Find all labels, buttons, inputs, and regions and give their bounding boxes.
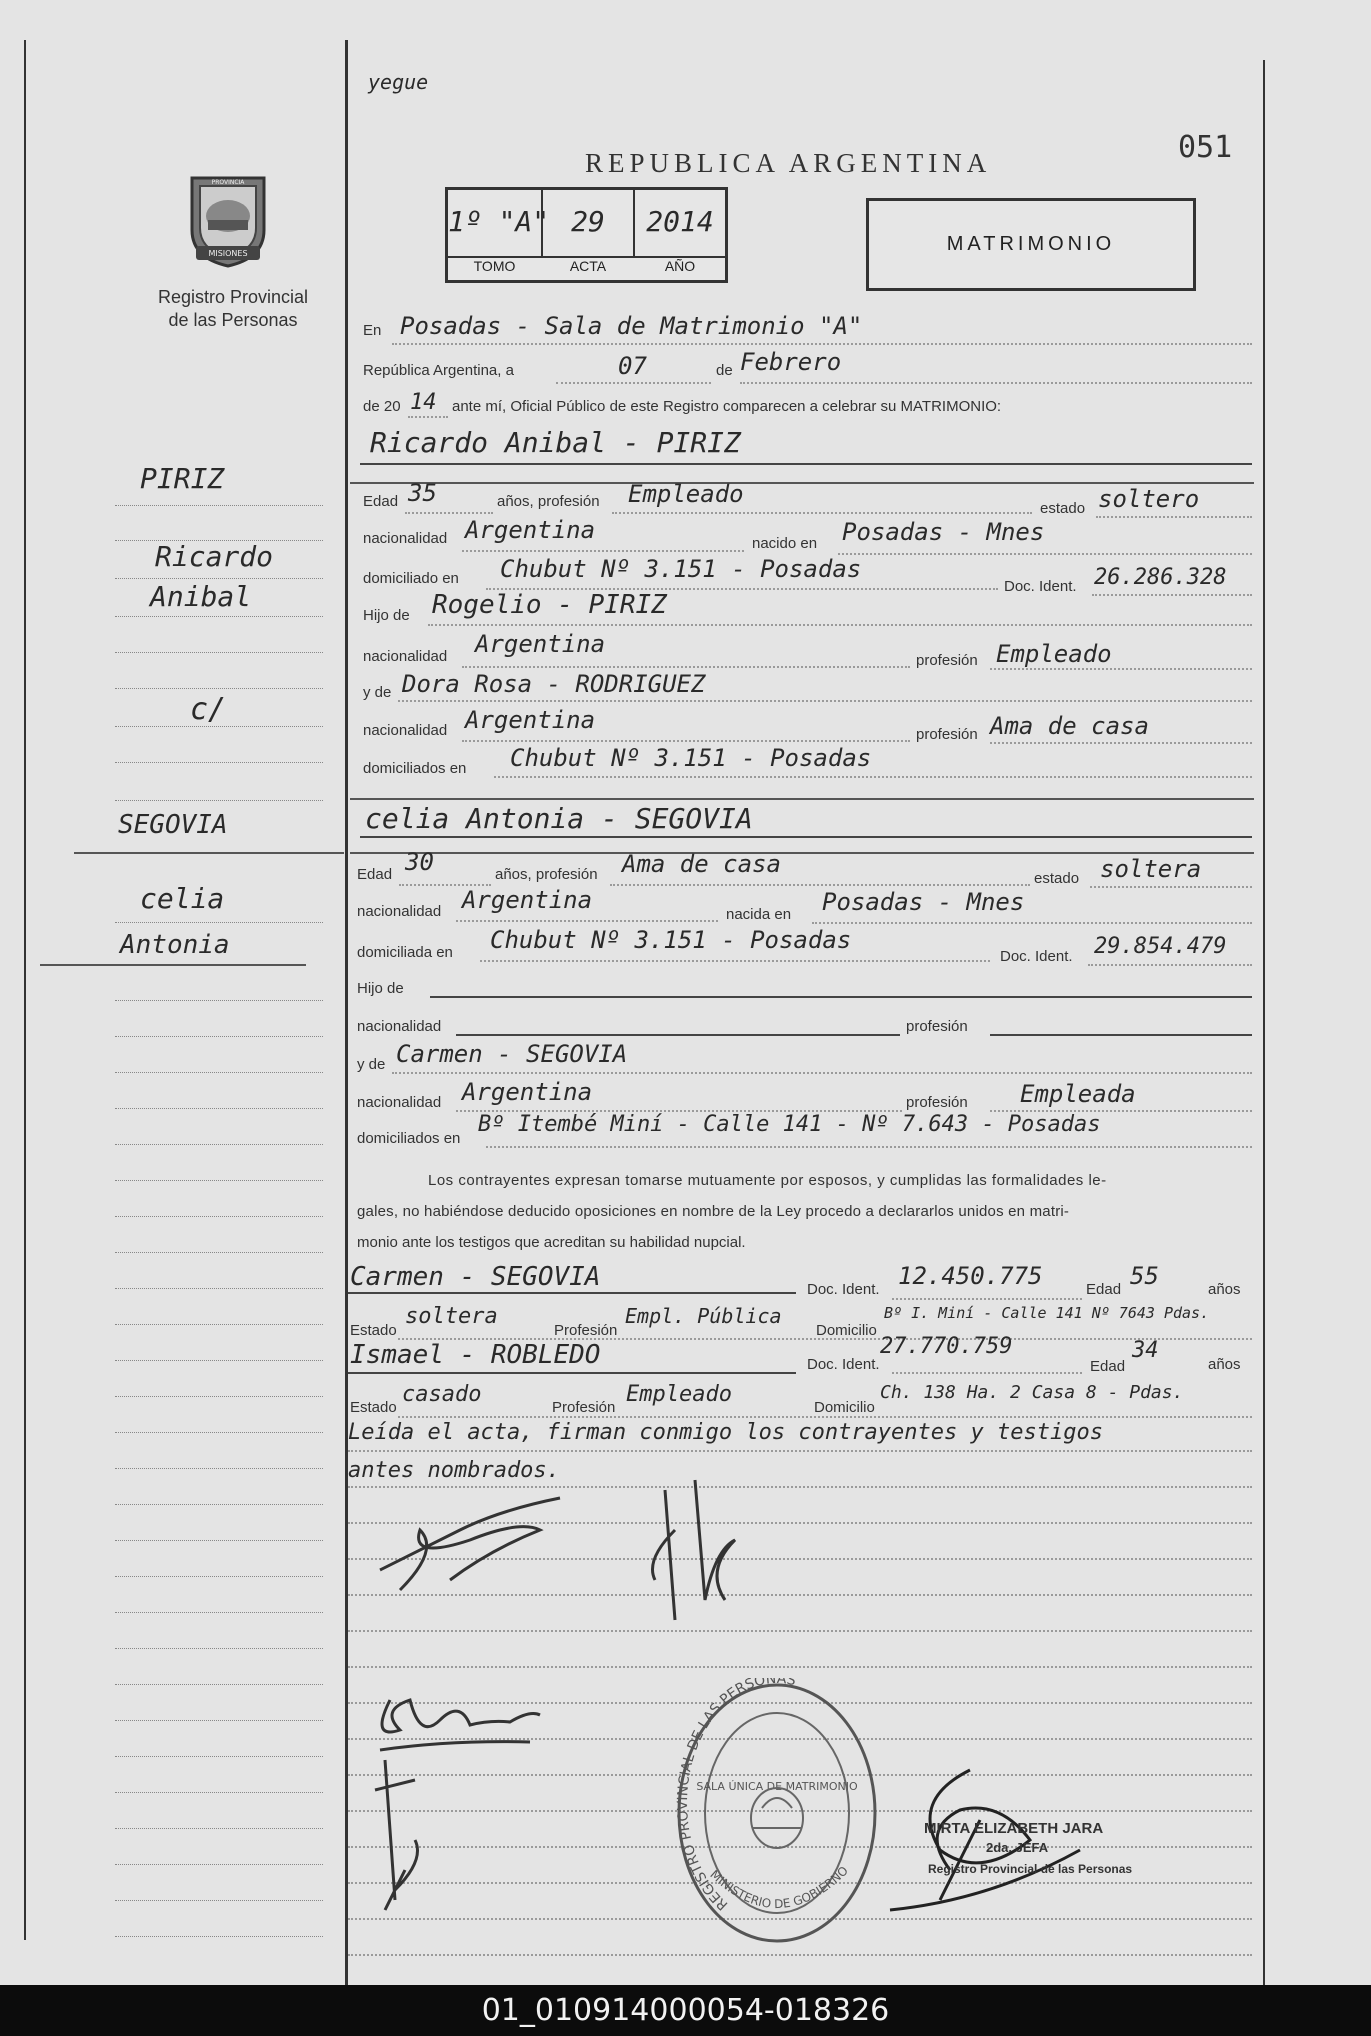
groom-father: Rogelio - PIRIZ	[432, 590, 667, 620]
y-de-label-2: y de	[357, 1056, 386, 1073]
margin-line-13	[115, 1072, 323, 1073]
round-official-stamp	[672, 1678, 882, 1948]
margin-line-20	[115, 1324, 323, 1325]
groom-profession: Empleado	[628, 480, 744, 508]
witness2-name-line	[348, 1372, 796, 1374]
margin-line-30	[115, 1684, 323, 1685]
doc-ident-label-3: Doc. Ident.	[807, 1281, 880, 1298]
vows-line-1: Los contrayentes expresan tomarse mutuamente por esposos, y cumplidas las formalidades le-	[428, 1172, 1107, 1189]
bride-father-prof-line	[990, 1034, 1252, 1036]
margin-divider-line	[345, 40, 348, 1985]
witness1-name-line	[348, 1292, 796, 1294]
logo-top-text: PROVINCIA	[211, 179, 245, 186]
sig-rule-6	[348, 1630, 1252, 1632]
witness2-name: Ismael - ROBLEDO	[350, 1340, 601, 1370]
bride-dom-line	[480, 960, 990, 962]
domiciliada-label: domiciliada en	[357, 944, 453, 961]
groom-mother-prof-line	[990, 742, 1252, 744]
groom-mother: Dora Rosa - RODRIGUEZ	[402, 670, 706, 698]
stamp-outer-text: REGISTRO PROVINCIAL DE LAS PERSONAS	[674, 1678, 798, 1913]
estado-label: estado	[1040, 500, 1086, 517]
record-info-box	[445, 187, 728, 283]
stamp-bottom-text: MINISTERIO DE GOBIERNO	[707, 1863, 851, 1912]
groom-section-rule	[350, 482, 1254, 484]
margin-line-31	[115, 1720, 323, 1721]
acta-label: ACTA	[569, 258, 607, 274]
margin-line-18	[115, 1252, 323, 1253]
estado-cap-label-2: Estado	[350, 1399, 397, 1416]
bride-born-line	[812, 922, 1252, 924]
margin-line-23	[115, 1432, 323, 1433]
groom-name-line	[360, 463, 1252, 465]
bride-father-nac-line	[456, 1034, 900, 1036]
nacionalidad-label-6: nacionalidad	[357, 1094, 442, 1111]
bride-estado: soltera	[1100, 855, 1202, 883]
year-line	[408, 416, 448, 418]
bride-section-rule	[350, 852, 1254, 854]
folio-number: 051	[1178, 130, 1233, 165]
groom-prof-line	[612, 512, 1032, 514]
margin-groom-surname: PIRIZ	[140, 462, 225, 495]
bride-birthplace: Posadas - Mnes	[822, 888, 1025, 916]
groom-parents-dom-line	[494, 776, 1252, 778]
nacionalidad-label-2: nacionalidad	[363, 648, 448, 665]
anio-label: AÑO	[664, 258, 696, 274]
country-title: REPUBLICA ARGENTINA	[585, 148, 992, 178]
republica-label: República Argentina, a	[363, 362, 514, 379]
witness2-doc-line	[892, 1372, 1082, 1374]
groom-doc: 26.286.328	[1094, 565, 1227, 590]
year-prefix-label: de 20	[363, 398, 401, 415]
official-org: Registro Provincial de las Personas	[928, 1862, 1133, 1876]
groom-father-nationality: Argentina	[475, 630, 606, 658]
margin-line-6	[115, 688, 323, 689]
edad-label-4: Edad	[1090, 1358, 1126, 1375]
de-label: de	[716, 362, 733, 379]
bride-mother-line	[392, 1072, 1252, 1074]
bride-doc: 29.854.479	[1094, 934, 1227, 959]
bride-mother: Carmen - SEGOVIA	[396, 1040, 628, 1068]
profesion-cap-label: Profesión	[554, 1322, 618, 1339]
margin-line-33	[115, 1792, 323, 1793]
day-value: 07	[618, 352, 647, 380]
groom-parents-address: Chubut Nº 3.151 - Posadas	[510, 744, 872, 772]
margin-line-7	[115, 726, 323, 727]
groom-nac-line	[462, 550, 744, 552]
groom-father-profession: Empleado	[996, 640, 1112, 668]
signature-groom	[360, 1490, 600, 1600]
doc-ident-label-4: Doc. Ident.	[807, 1356, 880, 1373]
signature-official	[860, 1760, 1090, 1920]
domicilio-label-2: Domicilio	[814, 1399, 875, 1416]
domiciliado-label: domiciliado en	[363, 570, 459, 587]
margin-bride-name2: Antonia	[120, 930, 230, 960]
groom-mother-nationality: Argentina	[465, 706, 596, 734]
profesion-label-2: profesión	[916, 726, 978, 743]
doc-ident-label-2: Doc. Ident.	[1000, 948, 1073, 965]
witness2-age: 34	[1132, 1338, 1159, 1363]
margin-line-36	[115, 1900, 323, 1901]
profesion-cap-label-2: Profesión	[552, 1399, 616, 1416]
registry-name-line1: Registro Provincial	[157, 287, 309, 307]
groom-father-prof-line	[990, 668, 1252, 670]
margin-groom-name1: Ricardo	[155, 540, 274, 573]
groom-estado-line	[1096, 516, 1252, 518]
witness1-doc: 12.450.775	[898, 1262, 1043, 1290]
sig-rule-2	[348, 1486, 1252, 1488]
nacionalidad-label-5: nacionalidad	[357, 1018, 442, 1035]
anio-value: 2014	[646, 205, 714, 238]
scan-id-footer: 01_010914000054-018326	[0, 1985, 1371, 2036]
groom-mother-profession: Ama de casa	[990, 712, 1149, 740]
margin-line-28	[115, 1612, 323, 1613]
place-line	[392, 343, 1252, 345]
groom-birthplace: Posadas - Mnes	[842, 518, 1045, 546]
stamp-inner-text: SALA ÚNICA DE MATRIMONIO	[696, 1780, 858, 1793]
doc-ident-label: Doc. Ident.	[1004, 578, 1077, 595]
margin-name-rule	[40, 964, 306, 966]
margin-groom-name2: Anibal	[150, 580, 252, 613]
bride-mother-nationality: Argentina	[462, 1078, 593, 1106]
right-border-line	[1263, 60, 1265, 1985]
estado-cap-label: Estado	[350, 1322, 397, 1339]
official-role: 2da. JEFA	[986, 1840, 1049, 1855]
doc-type-box	[866, 198, 1196, 291]
day-line	[556, 382, 711, 384]
witness1-name: Carmen - SEGOVIA	[350, 1262, 601, 1292]
nacido-label: nacido en	[752, 535, 818, 552]
groom-age-line	[405, 512, 493, 514]
province-logo	[182, 170, 274, 270]
margin-line-15	[115, 1144, 323, 1145]
closing-line-1: Leída el acta, firman conmigo los contrayentes y testigos	[348, 1420, 1103, 1445]
margin-line-11	[115, 1000, 323, 1001]
bride-father-line	[430, 996, 1252, 998]
sig-rule-1	[348, 1450, 1252, 1452]
bride-full-name: celia Antonia - SEGOVIA	[365, 802, 753, 835]
margin-line-16	[115, 1180, 323, 1181]
margin-line-12	[115, 1036, 323, 1037]
groom-mother-nac-line	[462, 740, 910, 742]
bride-nationality: Argentina	[462, 886, 593, 914]
bride-name-line	[360, 836, 1252, 838]
margin-line-17	[115, 1216, 323, 1217]
margin-line-4	[115, 616, 323, 617]
groom-doc-line	[1092, 594, 1252, 596]
place-value: Posadas - Sala de Matrimonio "A"	[400, 312, 863, 340]
anios-label: años	[1208, 1281, 1241, 1298]
hijo-de-label: Hijo de	[363, 607, 410, 624]
witness2-address: Ch. 138 Ha. 2 Casa 8 - Pdas.	[880, 1382, 1184, 1403]
registry-name-line2: de las Personas	[168, 310, 298, 330]
margin-line-25	[115, 1504, 323, 1505]
estado-label-2: estado	[1034, 870, 1080, 887]
domiciliados-label-2: domiciliados en	[357, 1130, 461, 1147]
tomo-value: 1º "A"	[448, 205, 550, 238]
signature-bride	[625, 1470, 745, 1630]
groom-born-line	[838, 553, 1252, 555]
month-line	[740, 382, 1252, 384]
margin-line-10	[115, 922, 323, 923]
witness1-profession: Empl. Pública	[625, 1304, 782, 1328]
margin-rule	[74, 852, 344, 854]
margin-line-26	[115, 1540, 323, 1541]
witness2-estado: casado	[402, 1382, 482, 1407]
acta-value: 29	[571, 205, 605, 238]
comparecen-text: ante mí, Oficial Público de este Registro comparecen a celebrar su MATRIMONIO:	[452, 398, 1002, 415]
witness2-row2-line	[398, 1416, 1252, 1418]
bride-mother-profession: Empleada	[1020, 1080, 1136, 1108]
margin-line-9	[115, 800, 323, 801]
initials: yegue	[368, 70, 429, 94]
year-value: 14	[410, 390, 437, 415]
nacionalidad-label: nacionalidad	[363, 530, 448, 547]
margin-line-5	[115, 652, 323, 653]
svg-text:MINISTERIO DE GOBIERNO	[707, 1864, 851, 1912]
left-binding-line	[24, 40, 26, 1940]
margin-line-35	[115, 1864, 323, 1865]
margin-line-14	[115, 1108, 323, 1109]
witness1-address: Bº I. Miní - Calle 141 Nº 7643 Pdas.	[884, 1304, 1210, 1322]
margin-line-29	[115, 1648, 323, 1649]
nacionalidad-label-3: nacionalidad	[363, 722, 448, 739]
sig-rule-7	[348, 1666, 1252, 1668]
vows-line-2: gales, no habiéndose deducido oposiciones en nombre de la Ley procedo a declararlos unidos en matri-	[357, 1203, 1070, 1220]
witness2-doc: 27.770.759	[880, 1334, 1013, 1359]
anios-profesion-label: años, profesión	[497, 493, 600, 510]
margin-bride-surname: SEGOVIA	[118, 810, 228, 840]
bride-nac-line	[456, 920, 718, 922]
margin-line-1	[115, 505, 323, 506]
profesion-label: profesión	[916, 652, 978, 669]
margin-line-8	[115, 762, 323, 763]
signature-witness2	[365, 1750, 445, 1920]
margin-line-3	[115, 578, 323, 579]
groom-father-line	[428, 624, 1252, 626]
margin-line-32	[115, 1756, 323, 1757]
bride-prof-line	[610, 884, 1030, 886]
margin-line-19	[115, 1288, 323, 1289]
nacionalidad-label-4: nacionalidad	[357, 903, 442, 920]
bride-top-rule	[350, 798, 1254, 800]
margin-conj: c/	[190, 692, 227, 727]
official-name: MIRTA ELIZABETH JARA	[924, 1820, 1104, 1837]
groom-estado: soltero	[1098, 485, 1200, 513]
tomo-label: TOMO	[473, 258, 516, 274]
groom-mother-line	[398, 700, 1252, 702]
bride-estado-line	[1090, 886, 1252, 888]
edad-label: Edad	[363, 493, 399, 510]
closing-line-2: antes nombrados.	[348, 1458, 560, 1483]
groom-age: 35	[408, 479, 437, 507]
domicilio-label: Domicilio	[816, 1322, 877, 1339]
witness1-age: 55	[1130, 1262, 1159, 1290]
month-value: Febrero	[740, 348, 842, 376]
edad-label-3: Edad	[1086, 1281, 1122, 1298]
y-de-label: y de	[363, 684, 392, 701]
domiciliados-label: domiciliados en	[363, 760, 467, 777]
margin-line-27	[115, 1576, 323, 1577]
groom-address: Chubut Nº 3.151 - Posadas	[500, 555, 862, 583]
witness2-profession: Empleado	[626, 1382, 732, 1407]
profesion-label-4: profesión	[906, 1094, 968, 1111]
groom-nationality: Argentina	[465, 516, 596, 544]
margin-line-34	[115, 1828, 323, 1829]
margin-bride-name1: celia	[140, 882, 225, 915]
sig-rule-15	[348, 1954, 1252, 1956]
edad-label-2: Edad	[357, 866, 393, 883]
bride-parents-address: Bº Itembé Miní - Calle 141 - Nº 7.643 - Posadas	[478, 1112, 1101, 1137]
en-label: En	[363, 322, 382, 339]
margin-line-37	[115, 1936, 323, 1937]
doc-type-title: MATRIMONIO	[946, 233, 1116, 255]
witness1-estado: soltera	[405, 1304, 498, 1329]
anios-label-2: años	[1208, 1356, 1241, 1373]
vows-line-3: monio ante los testigos que acreditan su habilidad nupcial.	[357, 1234, 746, 1251]
groom-father-nac-line	[462, 666, 910, 668]
bride-parents-dom-line	[486, 1146, 1252, 1148]
nacida-label: nacida en	[726, 906, 792, 923]
bride-address: Chubut Nº 3.151 - Posadas	[490, 926, 852, 954]
margin-line-24	[115, 1468, 323, 1469]
witness1-doc-line	[892, 1298, 1082, 1300]
groom-full-name: Ricardo Anibal - PIRIZ	[370, 426, 741, 459]
anios-profesion-label-2: años, profesión	[495, 866, 598, 883]
bride-doc-line	[1088, 964, 1252, 966]
profesion-label-3: profesión	[906, 1018, 968, 1035]
bride-age: 30	[405, 848, 434, 876]
margin-line-21	[115, 1360, 323, 1361]
margin-line-22	[115, 1396, 323, 1397]
bride-profession: Ama de casa	[622, 850, 781, 878]
hijo-de-label-2: Hijo de	[357, 980, 404, 997]
logo-bottom-text: MISIONES	[208, 249, 248, 258]
